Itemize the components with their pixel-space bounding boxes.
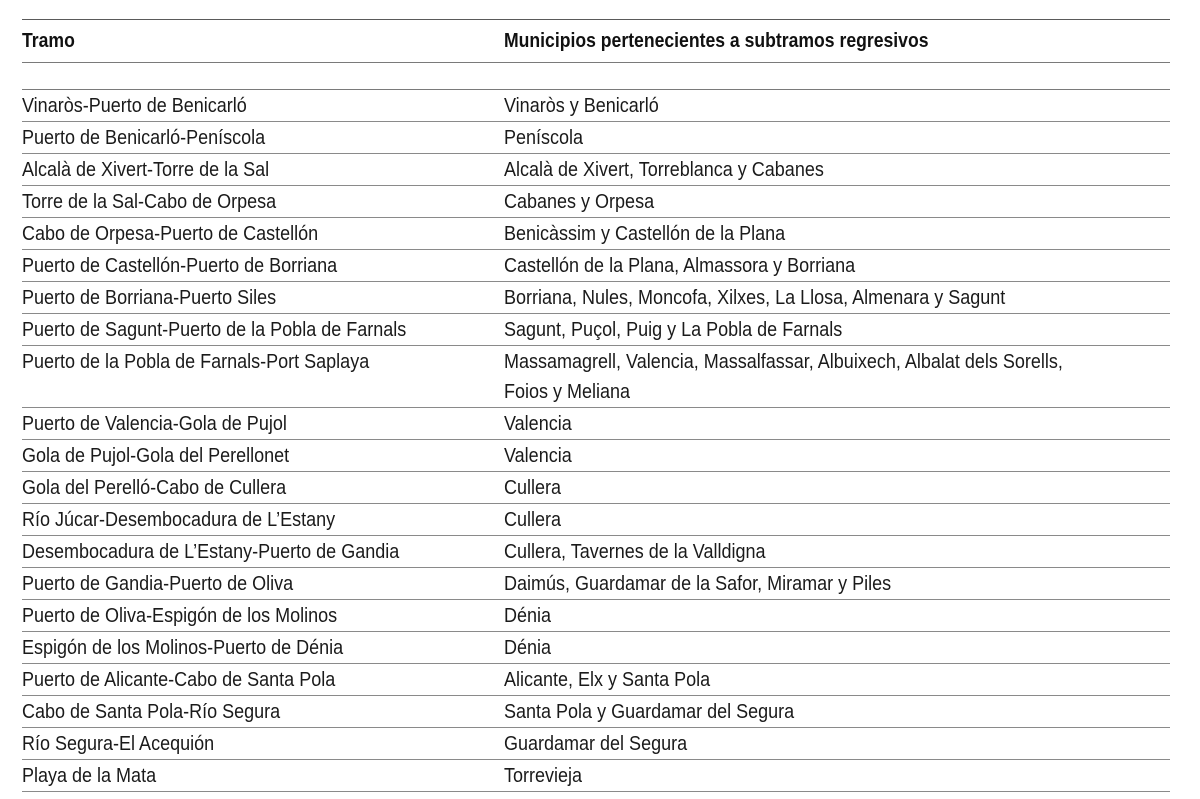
cell-tramo: Río Segura-El Acequión [22,733,215,755]
cell-tramo: Puerto de Valencia-Gola de Pujol [22,413,287,435]
cell-municipios: Benicàssim y Castellón de la Plana [504,223,786,245]
cell-tramo: Cabo de Santa Pola-Río Segura [22,701,281,723]
cell-municipios: Dénia [504,637,552,659]
table-header [22,20,1170,62]
cell-municipios: Vinaròs y Benicarló [504,95,659,117]
cell-municipios: Cullera [504,477,562,499]
cell-municipios: Alicante, Elx y Santa Pola [504,669,711,691]
cell-tramo: Puerto de Borriana-Puerto Siles [22,287,277,309]
cell-municipios: Guardamar del Segura [504,733,688,755]
cell-tramo: Alcalà de Xivert-Torre de la Sal [22,159,270,181]
municipios-table [22,19,1170,792]
cell-municipios: Torrevieja [504,765,583,787]
table-row [22,154,1170,186]
table-row [22,568,1170,600]
cell-municipios: Sagunt, Puçol, Puig y La Pobla de Farnals [504,319,843,341]
table-row [22,90,1170,122]
cell-municipios: Borriana, Nules, Moncofa, Xilxes, La Llosa, Almenara y Sagunt [504,287,1006,309]
cell-tramo: Puerto de la Pobla de Farnals-Port Saplaya [22,351,370,373]
table-row [22,440,1170,472]
table-row [22,504,1170,536]
table-row [22,472,1170,504]
cell-municipios: Valencia [504,445,572,467]
cell-tramo: Espigón de los Molinos-Puerto de Dénia [22,637,344,659]
cell-municipios: Peníscola [504,127,584,149]
cell-municipios: Cabanes y Orpesa [504,191,655,213]
cell-municipios: Castellón de la Plana, Almassora y Borriana [504,255,856,277]
cell-tramo: Torre de la Sal-Cabo de Orpesa [22,191,277,213]
table-row [22,186,1170,218]
cell-municipios-line: Massamagrell, Valencia, Massalfassar, Albuixech, Albalat dels Sorells, [504,351,1063,373]
table-row [22,282,1170,314]
cell-municipios: Valencia [504,413,572,435]
cell-tramo: Puerto de Alicante-Cabo de Santa Pola [22,669,336,691]
table-row [22,218,1170,250]
header-tramo: Tramo [22,29,75,52]
table-row [22,760,1170,792]
table-row [22,346,1170,408]
table-row [22,122,1170,154]
header-spacer [22,63,1170,89]
table-row [22,728,1170,760]
cell-tramo: Vinaròs-Puerto de Benicarló [22,95,247,117]
table-row [22,696,1170,728]
cell-tramo: Gola de Pujol-Gola del Perellonet [22,445,290,467]
cell-municipios: Daimús, Guardamar de la Safor, Miramar y Piles [504,573,892,595]
cell-tramo: Puerto de Gandia-Puerto de Oliva [22,573,294,595]
cell-tramo: Desembocadura de L’Estany-Puerto de Gandia [22,541,400,563]
cell-municipios: Santa Pola y Guardamar del Segura [504,701,795,723]
cell-tramo: Puerto de Sagunt-Puerto de la Pobla de Farnals [22,319,407,341]
cell-tramo: Puerto de Oliva-Espigón de los Molinos [22,605,338,627]
table-row [22,536,1170,568]
cell-municipios: Dénia [504,605,552,627]
cell-municipios: Alcalà de Xivert, Torreblanca y Cabanes [504,159,824,181]
cell-municipios [504,346,1103,407]
cell-municipios: Cullera [504,509,562,531]
table-row [22,632,1170,664]
table-row [22,314,1170,346]
header-municipios: Municipios pertenecientes a subtramos regresivos [504,29,929,52]
table-row [22,250,1170,282]
cell-municipios: Cullera, Tavernes de la Valldigna [504,541,766,563]
cell-tramo: Cabo de Orpesa-Puerto de Castellón [22,223,319,245]
table-row [22,664,1170,696]
table-row [22,408,1170,440]
cell-tramo: Playa de la Mata [22,765,157,787]
cell-tramo: Puerto de Benicarló-Peníscola [22,127,266,149]
table-row [22,600,1170,632]
cell-tramo: Gola del Perelló-Cabo de Cullera [22,477,287,499]
cell-municipios-line: Foios y Meliana [504,381,631,403]
cell-tramo: Puerto de Castellón-Puerto de Borriana [22,255,338,277]
cell-tramo: Río Júcar-Desembocadura de L’Estany [22,509,336,531]
